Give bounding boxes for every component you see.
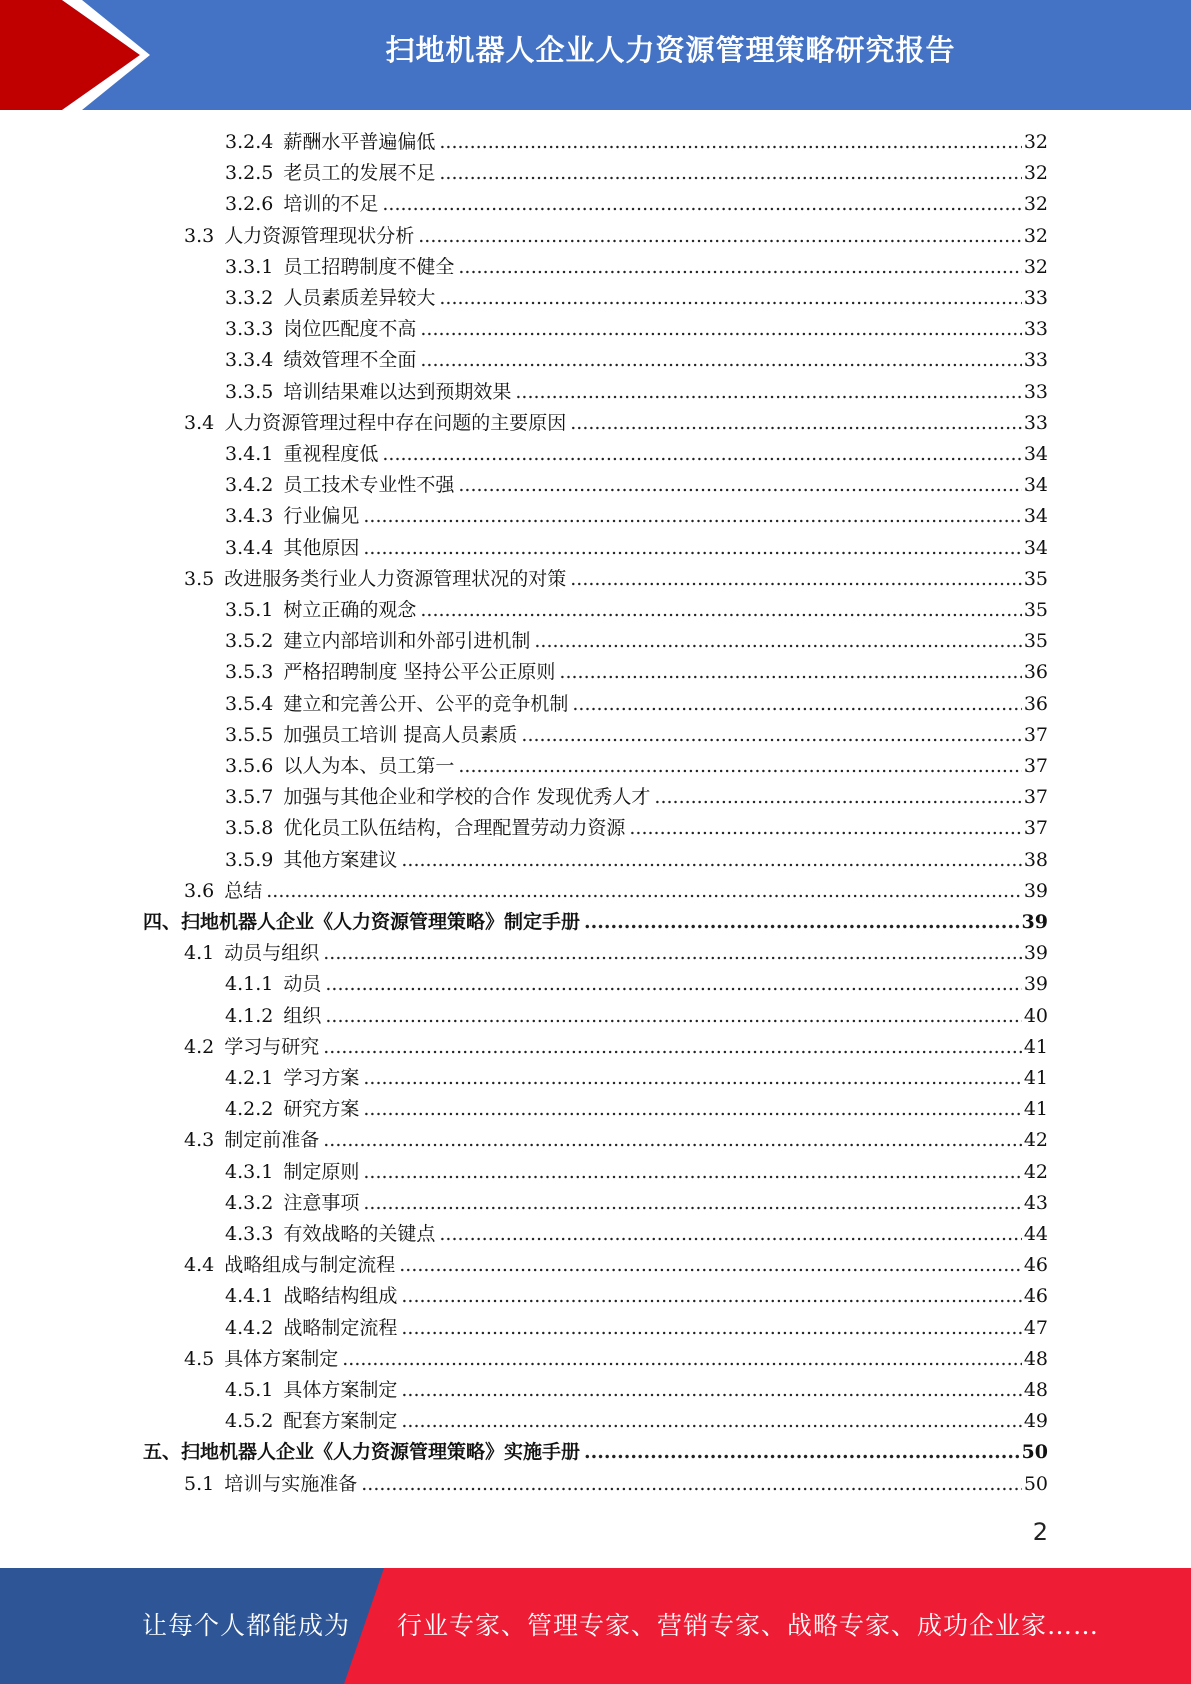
toc-entry-page: 36 (1023, 693, 1048, 715)
toc-entry[interactable] (184, 1125, 1048, 1156)
toc-entry-page: 39 (1023, 880, 1048, 902)
toc-entry-number: 3.3.1 (225, 256, 274, 278)
page-footer (0, 1568, 1191, 1684)
toc-entry-page: 41 (1023, 1067, 1048, 1089)
toc-entry-page: 50 (1021, 1441, 1048, 1463)
toc-dot-leader (572, 689, 1021, 720)
toc-entry-title: 总结 (224, 880, 263, 902)
toc-entry-number: 3.2.5 (225, 162, 274, 184)
toc-entry[interactable] (184, 1344, 1048, 1375)
toc-entry-page: 34 (1023, 537, 1048, 559)
toc-entry-page: 37 (1023, 786, 1048, 808)
toc-entry-number: 4.1 (184, 942, 215, 964)
toc-entry[interactable] (143, 1437, 1048, 1468)
toc-entry-title: 人员素质差异较大 (283, 287, 436, 309)
toc-entry[interactable] (225, 189, 1048, 220)
toc-entry-number: 3.5.7 (225, 786, 274, 808)
toc-entry-number: 3.2.4 (225, 131, 274, 153)
toc-entry-number: 3.2.6 (225, 193, 274, 215)
toc-entry-title: 人力资源管理现状分析 (224, 225, 415, 247)
page-header (0, 0, 1191, 110)
toc-entry-title: 加强员工培训 提高人员素质 (283, 724, 518, 746)
toc-entry-title: 学习方案 (283, 1067, 360, 1089)
toc-entry-page: 36 (1023, 661, 1048, 683)
toc-entry-title: 有效战略的关键点 (283, 1223, 436, 1245)
toc-entry-title: 员工技术专业性不强 (283, 474, 455, 496)
toc-entry-title: 优化员工队伍结构，合理配置劳动力资源 (283, 817, 626, 839)
toc-entry-number: 4.5 (184, 1348, 215, 1370)
toc-entry-number: 4.4.1 (225, 1285, 274, 1307)
toc-entry-number: 3.4.4 (225, 537, 274, 559)
toc-entry[interactable] (225, 1188, 1048, 1219)
toc-dot-leader (382, 189, 1021, 220)
toc-entry-page: 42 (1023, 1129, 1048, 1151)
toc-entry-number: 4.5.1 (225, 1379, 274, 1401)
toc-entry-number: 3.4 (184, 412, 215, 434)
toc-entry-number: 4.1.1 (225, 973, 274, 995)
toc-entry-title: 战略制定流程 (283, 1317, 398, 1339)
toc-entry[interactable] (225, 1157, 1048, 1188)
toc-entry-title: 薪酬水平普遍偏低 (283, 131, 436, 153)
toc-entry-title: 人力资源管理过程中存在问题的主要原因 (224, 412, 567, 434)
toc-entry-page: 46 (1023, 1254, 1048, 1276)
toc-entry-title: 建立内部培训和外部引进机制 (283, 630, 531, 652)
toc-entry-page: 33 (1023, 381, 1048, 403)
header-title: 扫地机器人企业人力资源管理策略研究报告 (385, 33, 956, 67)
toc-entry[interactable] (225, 345, 1048, 376)
toc-dot-leader (401, 1313, 1021, 1344)
toc-entry-page: 38 (1023, 849, 1048, 871)
toc-entry[interactable] (225, 1063, 1048, 1094)
toc-entry[interactable] (184, 938, 1048, 969)
toc-entry[interactable] (225, 969, 1048, 1000)
toc-entry-number: 4.2.2 (225, 1098, 274, 1120)
toc-entry-page: 35 (1023, 630, 1048, 652)
toc-entry-page: 42 (1023, 1161, 1048, 1183)
toc-entry-title: 改进服务类行业人力资源管理状况的对策 (224, 568, 567, 590)
toc-entry-title: 具体方案制定 (283, 1379, 398, 1401)
toc-entry-number: 3.5.4 (225, 693, 274, 715)
toc-dot-leader (266, 876, 1022, 907)
toc-entry[interactable] (225, 813, 1048, 844)
toc-entry[interactable] (143, 907, 1048, 938)
toc-dot-leader (401, 1281, 1021, 1312)
toc-dot-leader (399, 1250, 1022, 1281)
toc-dot-leader (401, 1406, 1021, 1437)
toc-entry-title: 研究方案 (283, 1098, 360, 1120)
toc-entry[interactable] (184, 876, 1048, 907)
toc-dot-leader (439, 158, 1021, 189)
toc-entry[interactable] (225, 314, 1048, 345)
toc-dot-leader (382, 439, 1021, 470)
toc-entry-number: 3.3.5 (225, 381, 274, 403)
toc-dot-leader (559, 657, 1021, 688)
toc-dot-leader (439, 127, 1021, 158)
toc-entry-title: 绩效管理不全面 (283, 349, 417, 371)
toc-entry-number: 3.6 (184, 880, 215, 902)
toc-dot-leader (418, 221, 1022, 252)
toc-dot-leader (363, 1063, 1021, 1094)
toc-entry-page: 39 (1021, 911, 1048, 933)
toc-entry-page: 34 (1023, 443, 1048, 465)
toc-entry[interactable] (225, 127, 1048, 158)
toc-entry-number: 3.5.5 (225, 724, 274, 746)
toc-dot-leader (584, 907, 1020, 938)
toc-dot-leader (629, 813, 1021, 844)
toc-entry-number: 4.4 (184, 1254, 215, 1276)
toc-entry[interactable] (225, 1219, 1048, 1250)
toc-dot-leader (325, 969, 1021, 1000)
toc-entry-title: 建立和完善公开、公平的竞争机制 (283, 693, 569, 715)
toc-entry-number: 5.1 (184, 1473, 215, 1495)
toc-dot-leader (401, 1375, 1021, 1406)
toc-entry-number: 3.4.2 (225, 474, 274, 496)
toc-entry-number: 4.5.2 (225, 1410, 274, 1432)
toc-entry[interactable] (225, 1094, 1048, 1125)
toc-entry[interactable] (225, 439, 1048, 470)
toc-entry[interactable] (225, 1406, 1048, 1437)
toc-entry-page: 33 (1023, 287, 1048, 309)
toc-dot-leader (458, 470, 1021, 501)
toc-entry-page: 48 (1023, 1348, 1048, 1370)
toc-entry-number: 3.5.8 (225, 817, 274, 839)
toc-entry-title: 组织 (283, 1005, 322, 1027)
toc-dot-leader (363, 533, 1021, 564)
toc-entry-title: 其他方案建议 (283, 849, 398, 871)
toc-dot-leader (342, 1344, 1022, 1375)
toc-entry-page: 39 (1023, 973, 1048, 995)
toc-entry-title: 其他原因 (283, 537, 360, 559)
toc-dot-leader (363, 1094, 1021, 1125)
toc-dot-leader (570, 408, 1022, 439)
footer-slogan-right: 行业专家、管理专家、营销专家、战略专家、成功企业家…… (397, 1611, 1100, 1640)
toc-entry[interactable] (184, 564, 1048, 595)
toc-entry-title: 学习与研究 (224, 1036, 320, 1058)
toc-entry[interactable] (225, 1281, 1048, 1312)
toc-entry[interactable] (184, 221, 1048, 252)
toc-entry-number: 4.3.1 (225, 1161, 274, 1183)
toc-dot-leader (439, 1219, 1021, 1250)
toc-entry-number: 4.2 (184, 1036, 215, 1058)
toc-entry-page: 32 (1023, 193, 1048, 215)
toc-entry-title: 制定原则 (283, 1161, 360, 1183)
toc-entry-number: 4.4.2 (225, 1317, 274, 1339)
toc-entry-page: 35 (1023, 599, 1048, 621)
toc-entry-number: 4.3.3 (225, 1223, 274, 1245)
toc-entry-number: 4.3 (184, 1129, 215, 1151)
toc-dot-leader (363, 1157, 1021, 1188)
toc-entry-number: 3.5.9 (225, 849, 274, 871)
toc-entry-title: 五、扫地机器人企业《人力资源管理策略》实施手册 (143, 1441, 581, 1463)
toc-entry[interactable] (184, 1250, 1048, 1281)
toc-entry-title: 加强与其他企业和学校的合作 发现优秀人才 (283, 786, 651, 808)
header-red-arrow (0, 0, 140, 110)
toc-dot-leader (654, 782, 1021, 813)
toc-entry-page: 34 (1023, 505, 1048, 527)
toc-entry-page: 44 (1023, 1223, 1048, 1245)
toc-entry[interactable] (184, 408, 1048, 439)
toc-dot-leader (401, 845, 1021, 876)
page-number: 2 (1032, 1518, 1048, 1546)
toc-entry[interactable] (184, 1469, 1048, 1500)
toc-entry-number: 3.5.1 (225, 599, 274, 621)
toc-entry-title: 员工招聘制度不健全 (283, 256, 455, 278)
toc-dot-leader (521, 720, 1021, 751)
toc-entry-page: 33 (1023, 349, 1048, 371)
toc-entry[interactable] (225, 501, 1048, 532)
toc-entry-title: 注意事项 (283, 1192, 360, 1214)
toc-entry-title: 以人为本、员工第一 (283, 755, 455, 777)
toc-entry-page: 37 (1023, 817, 1048, 839)
toc-entry-page: 32 (1023, 162, 1048, 184)
toc-entry-title: 动员 (283, 973, 322, 995)
toc-entry-page: 41 (1023, 1036, 1048, 1058)
footer-slogan-left: 让每个人都能成为 (142, 1611, 351, 1640)
toc-entry[interactable] (225, 533, 1048, 564)
toc-entry[interactable] (225, 1375, 1048, 1406)
toc-entry-page: 40 (1023, 1005, 1048, 1027)
toc-entry-page: 46 (1023, 1285, 1048, 1307)
toc-entry-title: 战略组成与制定流程 (224, 1254, 396, 1276)
toc-entry-page: 49 (1023, 1410, 1048, 1432)
toc-entry-number: 3.3.4 (225, 349, 274, 371)
toc-entry-page: 32 (1023, 131, 1048, 153)
toc-entry-title: 行业偏见 (283, 505, 360, 527)
toc-entry-title: 具体方案制定 (224, 1348, 339, 1370)
toc-entry[interactable] (225, 626, 1048, 657)
toc-dot-leader (361, 1469, 1022, 1500)
toc-entry-page: 33 (1023, 318, 1048, 340)
toc-entry-page: 50 (1023, 1473, 1048, 1495)
toc-entry-number: 3.5.3 (225, 661, 274, 683)
toc-dot-leader (363, 501, 1021, 532)
toc-entry[interactable] (184, 1032, 1048, 1063)
toc-entry-number: 4.1.2 (225, 1005, 274, 1027)
toc-entry-title: 动员与组织 (224, 942, 320, 964)
toc-entry-number: 3.5.2 (225, 630, 274, 652)
toc-entry[interactable] (225, 782, 1048, 813)
toc-dot-leader (534, 626, 1021, 657)
toc-entry-title: 老员工的发展不足 (283, 162, 436, 184)
toc-entry-number: 3.4.1 (225, 443, 274, 465)
toc-entry-number: 3.4.3 (225, 505, 274, 527)
toc-dot-leader (420, 595, 1021, 626)
toc-dot-leader (323, 1125, 1022, 1156)
toc-entry[interactable] (225, 377, 1048, 408)
toc-entry-number: 4.3.2 (225, 1192, 274, 1214)
toc-entry-number: 3.5 (184, 568, 215, 590)
toc-dot-leader (458, 751, 1021, 782)
toc-dot-leader (439, 283, 1021, 314)
toc-entry[interactable] (225, 720, 1048, 751)
toc-entry-title: 培训与实施准备 (224, 1473, 358, 1495)
toc-entry-page: 37 (1023, 724, 1048, 746)
toc-dot-leader (323, 1032, 1022, 1063)
toc-entry-page: 41 (1023, 1098, 1048, 1120)
toc-entry-number: 3.5.6 (225, 755, 274, 777)
toc-entry-page: 34 (1023, 474, 1048, 496)
toc-dot-leader (363, 1188, 1021, 1219)
toc-entry-page: 33 (1023, 412, 1048, 434)
toc-dot-leader (458, 252, 1021, 283)
toc-dot-leader (515, 377, 1021, 408)
toc-entry-title: 严格招聘制度 坚持公平公正原则 (283, 661, 556, 683)
toc-entry-page: 39 (1023, 942, 1048, 964)
toc-dot-leader (584, 1437, 1020, 1468)
toc-entry[interactable] (225, 470, 1048, 501)
toc-entry[interactable] (225, 657, 1048, 688)
header-arrow-decoration (0, 0, 170, 110)
toc-entry[interactable] (225, 252, 1048, 283)
toc-dot-leader (570, 564, 1022, 595)
toc-entry-number: 3.3.2 (225, 287, 274, 309)
toc-entry[interactable] (225, 1001, 1048, 1032)
toc-entry[interactable] (225, 689, 1048, 720)
toc-dot-leader (420, 314, 1021, 345)
toc-entry-title: 重视程度低 (283, 443, 379, 465)
toc-entry-page: 48 (1023, 1379, 1048, 1401)
toc-entry-title: 四、扫地机器人企业《人力资源管理策略》制定手册 (143, 911, 581, 933)
toc-dot-leader (420, 345, 1021, 376)
toc-entry[interactable] (225, 283, 1048, 314)
toc-entry-page: 47 (1023, 1317, 1048, 1339)
toc-entry-title: 培训的不足 (283, 193, 379, 215)
toc-dot-leader (325, 1001, 1021, 1032)
toc-entry-title: 岗位匹配度不高 (283, 318, 417, 340)
toc-entry-number: 4.2.1 (225, 1067, 274, 1089)
toc-entry-title: 战略结构组成 (283, 1285, 398, 1307)
toc-dot-leader (323, 938, 1022, 969)
toc-entry-title: 培训结果难以达到预期效果 (283, 381, 512, 403)
toc-entry[interactable] (225, 1313, 1048, 1344)
toc-entry[interactable] (225, 595, 1048, 626)
toc-entry-number: 3.3.3 (225, 318, 274, 340)
toc-entry-page: 43 (1023, 1192, 1048, 1214)
toc-entry-page: 37 (1023, 755, 1048, 777)
toc-entry[interactable] (225, 158, 1048, 189)
toc-entry-title: 树立正确的观念 (283, 599, 417, 621)
toc-entry-page: 32 (1023, 225, 1048, 247)
toc-entry-page: 35 (1023, 568, 1048, 590)
toc-entry-page: 32 (1023, 256, 1048, 278)
toc-entry[interactable] (225, 751, 1048, 782)
toc-entry-title: 制定前准备 (224, 1129, 320, 1151)
toc-entry-title: 配套方案制定 (283, 1410, 398, 1432)
toc-entry[interactable] (225, 845, 1048, 876)
toc-entry-number: 3.3 (184, 225, 215, 247)
